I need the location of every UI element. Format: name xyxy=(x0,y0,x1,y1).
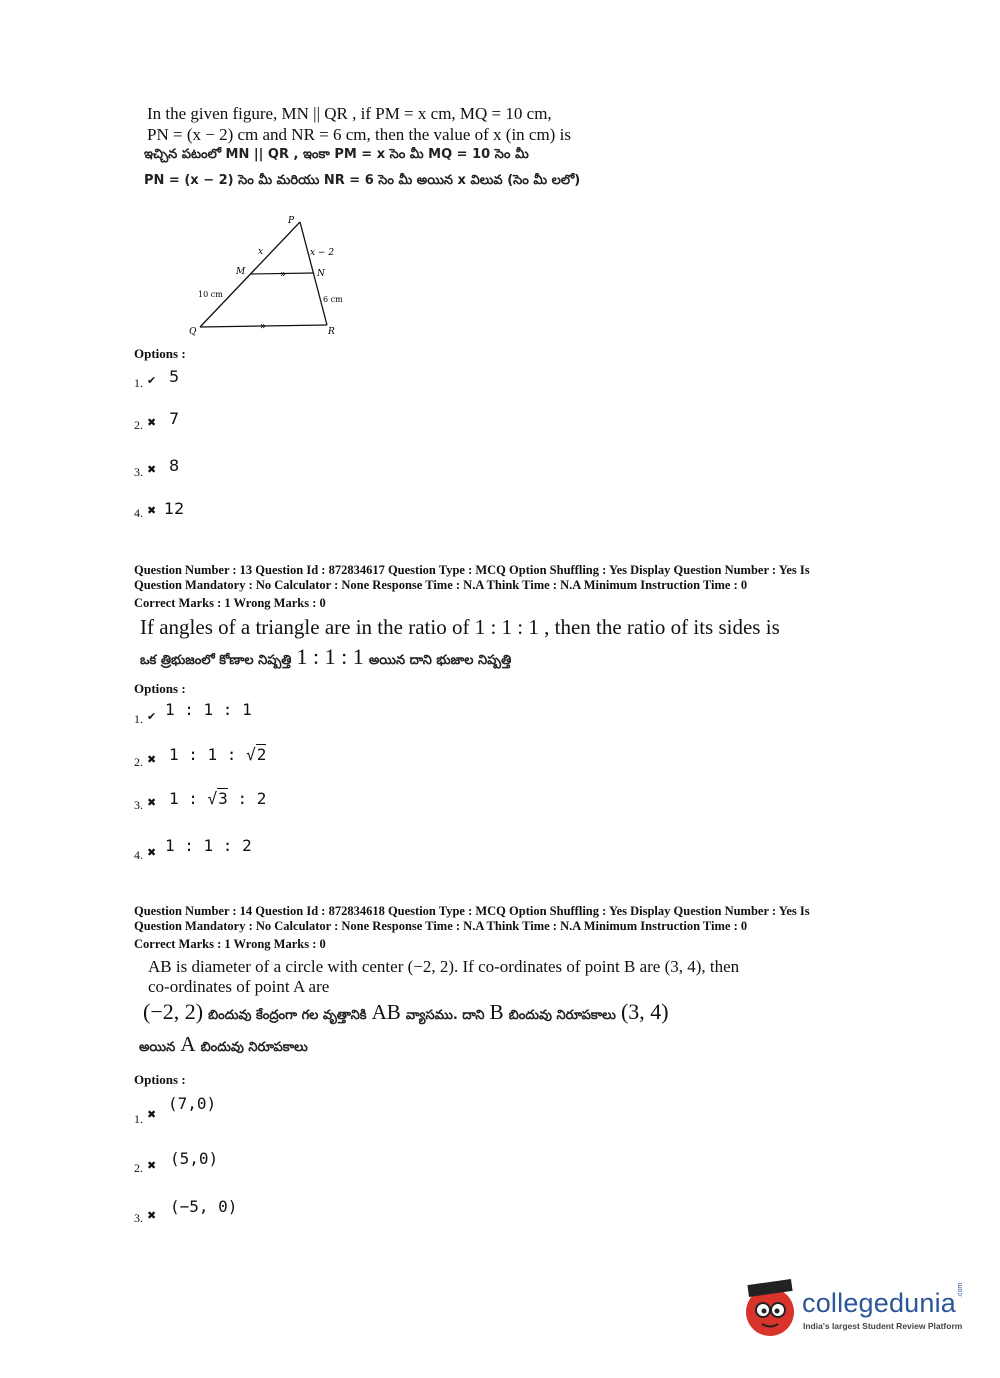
label-n: N xyxy=(317,269,325,279)
q13-option-1-value[interactable]: 1 : 1 : 1 xyxy=(165,700,252,719)
q14-telugu-coord: (3, 4) xyxy=(620,999,669,1024)
q14-telugu-center: (−2, 2) xyxy=(143,999,204,1024)
label-x: x xyxy=(258,247,264,257)
q13-option-2-value[interactable] xyxy=(169,745,266,764)
q13-telugu-pre: ఒక త్రిభుజంలో కోణాల నిష్పత్తి xyxy=(140,653,292,668)
q13-option-3-radicand: 3 xyxy=(218,789,228,808)
q13-english-text: If angles of a triangle are in the ratio of 1 : 1 : 1 , then the ratio of its sides is xyxy=(140,615,780,639)
q13-meta-line-3: Correct Marks : 1 Wrong Marks : 0 xyxy=(134,596,326,610)
q12-options-heading: Options : xyxy=(134,346,186,361)
q13-options-heading: Options : xyxy=(134,681,186,696)
q13-option-2-number: 2. xyxy=(134,755,143,769)
q13-option-1-number: 1. xyxy=(134,712,143,726)
cross-icon: ✖ xyxy=(147,753,157,766)
q14-english-line-2: co-ordinates of point A are xyxy=(148,977,330,996)
q13-option-2-radicand: 2 xyxy=(256,745,267,764)
q12-option-3-value[interactable]: 8 xyxy=(169,456,180,475)
q12-english-line-1: In the given figure, MN || QR , if PM = x cm, MQ = 10 cm, xyxy=(147,104,552,123)
q13-option-3-value[interactable] xyxy=(169,789,266,808)
q12-option-3-number: 3. xyxy=(134,465,143,479)
q13-option-3-suffix: : 2 xyxy=(227,789,267,808)
sqrt-symbol: √ xyxy=(207,789,218,808)
q13-meta-line-1: Question Number : 13 Question Id : 872834617 Question Type : MCQ Option Shuffling : Yes Display Question Number : Yes Is xyxy=(134,563,810,577)
cross-icon: ✖ xyxy=(147,1108,157,1121)
q13-telugu-post: అయిన దాని భుజాల నిష్పత్తి xyxy=(368,653,512,668)
label-6cm: 6 cm xyxy=(323,295,343,304)
q12-option-2-number: 2. xyxy=(134,418,143,432)
brand-tagline: India's largest Student Review Platform xyxy=(803,1321,963,1331)
q13-option-3-number: 3. xyxy=(134,798,143,812)
q12-option-4-value[interactable]: 12 xyxy=(164,499,185,518)
q14-option-3-number: 3. xyxy=(134,1211,143,1225)
q13-meta-line-2: Question Mandatory : No Calculator : None Response Time : N.A Think Time : N.A Minimum Instruction Time : 0 xyxy=(134,578,748,592)
q13-option-4-value[interactable]: 1 : 1 : 2 xyxy=(165,836,252,855)
q13-option-4-number: 4. xyxy=(134,848,143,862)
label-x-minus-2: x − 2 xyxy=(310,248,335,258)
cross-icon: ✖ xyxy=(147,796,157,809)
label-p: P xyxy=(288,216,295,226)
q14-meta-line-1: Question Number : 14 Question Id : 872834618 Question Type : MCQ Option Shuffling : Yes Display Question Number : Yes Is xyxy=(134,904,810,918)
q14-telugu-line-1 xyxy=(143,999,669,1026)
check-icon: ✔ xyxy=(147,374,157,387)
q14-option-1-value[interactable]: (7,0) xyxy=(168,1094,217,1113)
q14-telugu-line-2 xyxy=(139,1032,308,1058)
label-r: R xyxy=(328,327,335,337)
q14-telugu-b: B xyxy=(489,1000,504,1024)
q14-telugu-line-2-post: బిందువు నిరూపకాలు xyxy=(200,1040,308,1055)
q14-telugu-a: A xyxy=(180,1032,196,1056)
cross-icon: ✖ xyxy=(147,846,157,859)
cross-icon: ✖ xyxy=(147,1209,157,1222)
q13-option-2-prefix: 1 : 1 : xyxy=(169,745,247,764)
collegedunia-logo[interactable] xyxy=(742,1278,972,1348)
check-icon: ✔ xyxy=(147,710,157,723)
label-10cm: 10 cm xyxy=(198,290,223,299)
q14-telugu-mid-3: బిందువు నిరూపకాలు xyxy=(508,1008,616,1023)
label-q: Q xyxy=(189,327,197,337)
cross-icon: ✖ xyxy=(147,463,157,476)
mascot-icon xyxy=(742,1278,800,1340)
q13-telugu-text xyxy=(140,644,511,671)
cross-icon: ✖ xyxy=(147,504,157,517)
q13-telugu-ratio: 1 : 1 : 1 xyxy=(296,644,364,669)
cross-icon: ✖ xyxy=(147,1159,157,1172)
q12-english-line-2: PN = (x − 2) cm and NR = 6 cm, then the value of x (in cm) is xyxy=(147,125,571,144)
q12-option-1-number: 1. xyxy=(134,376,143,390)
cross-icon: ✖ xyxy=(147,416,157,429)
q12-telugu-line-2: PN = (x − 2) సెం మీ మరియు NR = 6 సెం మీ అయిన x విలువ (సెం మీ లలో) xyxy=(144,173,581,188)
q14-option-2-value[interactable]: (5,0) xyxy=(170,1149,219,1168)
brand-name: collegedunia xyxy=(802,1288,957,1318)
q12-triangle-figure xyxy=(180,210,350,345)
q12-telugu-line-1: ఇచ్చిన పటంలో MN || QR , ఇంకా PM = x సెం మీ MQ = 10 సెం మీ xyxy=(144,147,529,162)
mn-parallel-arrow: » xyxy=(280,269,287,280)
q14-meta-line-2: Question Mandatory : No Calculator : None Response Time : N.A Think Time : N.A Minimum Instruction Time : 0 xyxy=(134,919,748,933)
q14-english-line-1: AB is diameter of a circle with center (−2, 2). If co-ordinates of point B are (3, 4), then xyxy=(148,957,740,976)
q14-telugu-mid-1: బిందువు కేంద్రంగా గల వృత్తానికి xyxy=(208,1008,367,1023)
brand-dotcom: .com xyxy=(957,1282,964,1298)
sqrt-symbol: √ xyxy=(246,745,256,764)
q13-option-3-prefix: 1 : xyxy=(169,789,208,808)
label-m: M xyxy=(236,267,246,277)
q14-telugu-mid-2: వ్యాసము. దాని xyxy=(405,1008,485,1023)
qr-parallel-arrow: » xyxy=(260,321,267,332)
q14-option-2-number: 2. xyxy=(134,1161,143,1175)
q12-option-1-value[interactable]: 5 xyxy=(169,367,180,386)
q14-option-1-number: 1. xyxy=(134,1112,143,1126)
q12-option-2-value[interactable]: 7 xyxy=(169,409,180,428)
q14-option-3-value[interactable]: (−5, 0) xyxy=(170,1197,238,1216)
q14-telugu-ab: AB xyxy=(371,1000,401,1024)
q14-meta-line-3: Correct Marks : 1 Wrong Marks : 0 xyxy=(134,937,326,951)
q14-telugu-line-2-pre: అయిన xyxy=(139,1040,176,1055)
q12-option-4-number: 4. xyxy=(134,506,143,520)
q14-options-heading: Options : xyxy=(134,1072,186,1087)
